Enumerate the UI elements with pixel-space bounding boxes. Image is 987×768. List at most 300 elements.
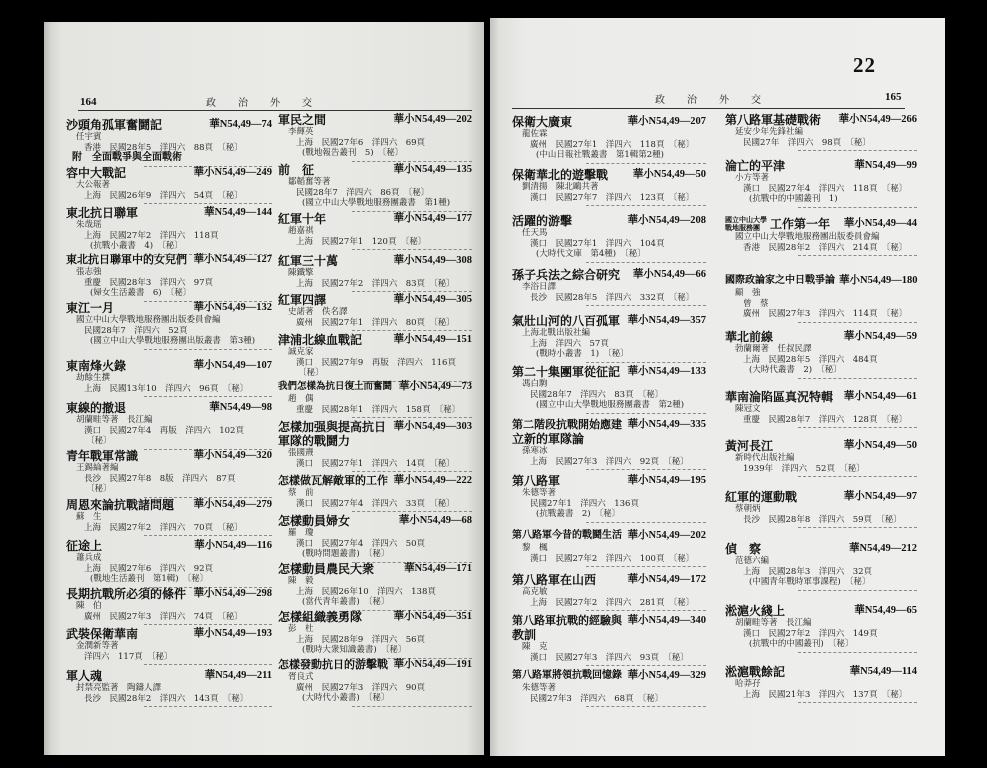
title-group bbox=[278, 293, 326, 307]
book-title: 紅軍四譯 bbox=[278, 293, 327, 307]
title-group bbox=[725, 330, 773, 344]
author-line: 小方等著 bbox=[735, 173, 770, 183]
catalog-column-1 bbox=[66, 22, 272, 755]
imprint-line: 上海 民國27年3 洋四六 92頁 〔秘〕 bbox=[530, 456, 689, 467]
call-number: 華小N54,49—107 bbox=[193, 360, 272, 371]
entry-separator bbox=[586, 205, 706, 206]
book-title-continued: 軍隊的戰鬪力 bbox=[278, 434, 351, 448]
imprint-line: 上海 民國26年10 洋四六 138頁 bbox=[296, 586, 436, 597]
title-group bbox=[278, 658, 388, 672]
title-group bbox=[66, 539, 102, 553]
book-title: 工作第一年 bbox=[770, 217, 831, 231]
book-title: 怎樣動員農民大衆 bbox=[278, 562, 375, 576]
entry-separator bbox=[798, 702, 917, 703]
catalog-entry bbox=[66, 359, 272, 397]
book-title: 征途上 bbox=[66, 539, 103, 553]
imprint-line: 上海 民國27年2 洋四六 83頁 〔秘〕 bbox=[296, 278, 455, 289]
book-title: 第八路軍基礎戰術 bbox=[725, 113, 822, 127]
title-group bbox=[278, 420, 386, 434]
entry-separator bbox=[352, 511, 472, 512]
author-line: 馮白駒 bbox=[522, 379, 548, 389]
entry-heading bbox=[512, 573, 706, 587]
catalog-entry bbox=[66, 118, 272, 167]
imprint-line: 上海 民國27年2 洋四六 281頁 〔秘〕 bbox=[530, 597, 695, 608]
imprint-line: 漢口 民國27年4 再版 洋四六 102頁 bbox=[84, 425, 244, 436]
author-line: 陳鐵擎 bbox=[288, 268, 314, 278]
book-title: 津浦北線血戰記 bbox=[278, 333, 363, 347]
imprint-line: 上海 民國26年9 洋四六 54頁 〔秘〕 bbox=[84, 190, 243, 201]
title-group bbox=[512, 365, 620, 379]
entry-heading bbox=[66, 301, 272, 315]
book-title: 沙頭角孤軍奮鬪記 bbox=[66, 118, 163, 132]
entry-separator bbox=[586, 469, 706, 470]
entry-separator bbox=[144, 706, 272, 707]
book-title: 華北前線 bbox=[725, 330, 774, 344]
author-line: 趙嘉祺 bbox=[288, 226, 314, 236]
imprint-line: 重慶 民國28年3 洋四六 97頁 bbox=[84, 277, 214, 288]
entry-heading bbox=[725, 542, 917, 556]
author-line: 國立中山大學戰地服務團出版委員會編 bbox=[76, 315, 221, 325]
title-group bbox=[66, 359, 126, 373]
catalog-entry bbox=[512, 365, 706, 414]
entry-separator bbox=[586, 566, 706, 567]
catalog-entry bbox=[725, 542, 917, 591]
entry-heading bbox=[66, 401, 272, 415]
call-number: 華小N54,49—195 bbox=[627, 475, 706, 486]
title-group bbox=[66, 587, 186, 601]
author-line: 劫餘生撰 bbox=[76, 373, 111, 383]
entry-separator bbox=[352, 417, 472, 418]
entry-heading bbox=[66, 118, 272, 132]
catalog-entry bbox=[66, 449, 272, 498]
entry-separator bbox=[352, 330, 472, 331]
imprint-line: (婦女生活叢書 6) 〔秘〕 bbox=[90, 288, 192, 298]
author-line: 大公報著 bbox=[76, 180, 111, 190]
call-number: 華小N54,49—351 bbox=[393, 611, 472, 622]
call-number: 華小N54,49—305 bbox=[393, 294, 472, 305]
imprint-line: (戰時小叢書 1) 〔秘〕 bbox=[536, 349, 629, 359]
catalog-entry bbox=[66, 253, 272, 302]
imprint-line: 廣州 民國27年3 洋四六 114頁 〔秘〕 bbox=[743, 309, 908, 319]
book-title: 華南淪陷區真況特輯 bbox=[725, 390, 834, 404]
book-title: 紅軍十年 bbox=[278, 212, 327, 226]
title-group bbox=[725, 390, 833, 404]
title-group bbox=[66, 118, 162, 132]
entry-heading bbox=[66, 449, 272, 463]
author-line: 李浴日譯 bbox=[522, 282, 557, 292]
call-number: 華N54,49—144 bbox=[204, 207, 272, 218]
entry-heading bbox=[66, 587, 272, 601]
catalog-entry bbox=[66, 301, 272, 350]
title-group bbox=[512, 474, 560, 488]
imprint-line: 長沙 民國28年2 洋四六 143頁 〔秘〕 bbox=[84, 693, 249, 704]
catalog-entry bbox=[725, 604, 917, 653]
catalog-entry bbox=[278, 333, 472, 382]
imprint-line: 漢口 民國27年3 洋四六 93頁 〔秘〕 bbox=[530, 652, 689, 663]
book-title: 怎樣做瓦解敵軍的工作 bbox=[278, 474, 388, 487]
author-line: 鄒韜奮等著 bbox=[288, 177, 331, 187]
title-group bbox=[725, 490, 797, 504]
author-line: 彭 杜 bbox=[288, 624, 314, 634]
entry-separator bbox=[586, 362, 706, 363]
entry-heading bbox=[725, 439, 917, 453]
entry-heading bbox=[278, 658, 472, 672]
imprint-line: 香港 民國28年5 洋四六 88頁 〔秘〕 bbox=[84, 142, 243, 153]
book-title: 東線的撤退 bbox=[66, 401, 127, 415]
book-title: 紅軍的運動戰 bbox=[725, 490, 798, 504]
imprint-line: 上海 民國13年10 洋四六 96頁 〔秘〕 bbox=[84, 383, 249, 394]
entry-heading bbox=[512, 268, 706, 282]
call-number: 華小N54,49—116 bbox=[194, 540, 272, 551]
entry-heading bbox=[278, 163, 472, 177]
book-title: 東南烽火錄 bbox=[66, 359, 127, 373]
entry-separator bbox=[798, 207, 917, 208]
call-number: 華N54,49—74 bbox=[209, 119, 272, 130]
catalog-entry bbox=[278, 163, 472, 212]
title-group bbox=[278, 610, 362, 624]
author-line: 蘇 生 bbox=[76, 512, 102, 522]
title-group bbox=[278, 113, 326, 127]
entry-separator bbox=[144, 349, 272, 350]
author-line: 胡蘭畦等著 長江編 bbox=[76, 415, 153, 425]
catalog-entry bbox=[725, 330, 917, 379]
catalog-entry bbox=[278, 380, 472, 418]
catalog-entry bbox=[512, 573, 706, 611]
imprint-line: 漢口 民國27年2 洋四六 149頁 bbox=[743, 628, 878, 639]
author-line: 張國燾 bbox=[288, 448, 314, 458]
entry-heading bbox=[278, 212, 472, 226]
imprint-line: 上海 民國27年2 洋四六 118頁 bbox=[84, 230, 219, 241]
catalog-entry bbox=[512, 529, 706, 567]
call-number: 華小N54,49—180 bbox=[839, 275, 918, 286]
book-title: 東北抗日聯軍中的女兒們 bbox=[66, 253, 187, 266]
call-number: 華小N54,49—97 bbox=[843, 491, 917, 502]
catalog-entry bbox=[66, 206, 272, 255]
call-number: 華小N54,49—202 bbox=[627, 530, 706, 541]
catalog-entry bbox=[512, 314, 706, 363]
imprint-line: 民國28年7 洋四六 52頁 bbox=[84, 325, 188, 336]
entry-heading bbox=[278, 562, 472, 576]
author-line: 國立中山大學戰地服務團出版委員會編 bbox=[735, 232, 880, 242]
imprint-line: 廣州 民國27年1 洋四六 118頁 〔秘〕 bbox=[530, 139, 695, 150]
imprint-line: (大時代文庫 第4種) 〔秘〕 bbox=[536, 249, 646, 259]
author-line: 顧 強 bbox=[735, 288, 761, 298]
title-prefix-line: 國立中山大學 bbox=[725, 215, 767, 224]
author-line: 趙 偶 bbox=[288, 394, 314, 404]
title-group bbox=[278, 474, 388, 488]
book-title: 黃河長江 bbox=[725, 439, 774, 453]
author-line: 蕭兵成 bbox=[76, 553, 102, 563]
author-line: 史諾著 佚名譯 bbox=[288, 307, 348, 317]
book-title: 國際政論家之中日戰爭論 bbox=[725, 275, 835, 286]
entry-heading bbox=[512, 529, 706, 543]
call-number: 華小N54,49—68 bbox=[398, 515, 472, 526]
call-number: 華小N54,49—61 bbox=[843, 391, 917, 402]
entry-heading bbox=[278, 333, 472, 347]
entry-separator bbox=[798, 427, 917, 428]
call-number: 華小N54,49—340 bbox=[627, 615, 706, 626]
author-line: 勃蘭爾著 任叔民譯 bbox=[735, 344, 812, 354]
author-line: 陳冠文 bbox=[735, 404, 761, 414]
book-title: 第二十集團軍從征記 bbox=[512, 365, 621, 379]
entry-separator bbox=[798, 527, 917, 528]
entry-heading bbox=[278, 514, 472, 528]
imprint-line: 重慶 民國28年7 洋四六 128頁 〔秘〕 bbox=[743, 414, 908, 425]
title-group bbox=[66, 253, 187, 267]
catalog-entry bbox=[512, 115, 706, 164]
entry-heading bbox=[66, 498, 272, 512]
author-line: 任宇賓 bbox=[76, 132, 102, 142]
entry-separator bbox=[144, 624, 272, 625]
imprint-line: 廣州 民國27年3 洋四六 90頁 bbox=[296, 682, 426, 693]
entry-separator bbox=[586, 706, 706, 707]
call-number: 華小N54,49—44 bbox=[843, 218, 917, 229]
title-group bbox=[278, 333, 362, 347]
entry-heading bbox=[512, 168, 706, 182]
call-number: 華小N54,49—191 bbox=[393, 659, 472, 670]
imprint-line: 漢口 民國27年4 洋四六 118頁 〔秘〕 bbox=[743, 183, 908, 194]
imprint-line: 重慶 民國28年1 洋四六 158頁 〔秘〕 bbox=[296, 404, 461, 415]
entry-heading bbox=[725, 274, 917, 288]
imprint-line: (戰時大衆知識叢書) 〔秘〕 bbox=[302, 645, 407, 655]
entry-separator bbox=[798, 255, 917, 256]
call-number: 華N54,49—65 bbox=[854, 605, 917, 616]
title-group bbox=[278, 514, 350, 528]
title-group bbox=[66, 206, 138, 220]
author-line: 朱德等著 bbox=[522, 683, 557, 693]
title-group bbox=[512, 573, 596, 587]
call-number: 華小N54,49—133 bbox=[627, 366, 706, 377]
call-number: 華小N54,49—303 bbox=[393, 421, 472, 432]
imprint-line: 上海 民國28年3 洋四六 32頁 bbox=[743, 566, 873, 577]
catalog-entry bbox=[725, 216, 917, 256]
imprint-line: 廣州 民國27年3 洋四六 74頁 〔秘〕 bbox=[84, 611, 243, 622]
call-number: 華小N54,49—50 bbox=[632, 169, 706, 180]
book-title: 紅軍三十萬 bbox=[278, 254, 339, 268]
title-group bbox=[66, 166, 126, 180]
book-title: 我們怎樣為抗日復土而奮鬪 bbox=[278, 381, 393, 392]
entry-separator bbox=[144, 535, 272, 536]
imprint-line: 〔秘〕 bbox=[298, 368, 324, 378]
author-line: 王錫綸著編 bbox=[76, 463, 119, 473]
entry-heading bbox=[66, 166, 272, 180]
book-title: 周恩來論抗戰諸問題 bbox=[66, 498, 175, 512]
entry-heading bbox=[66, 359, 272, 373]
catalog-entry bbox=[66, 539, 272, 588]
entry-separator bbox=[586, 610, 706, 611]
catalog-column-1 bbox=[512, 18, 706, 756]
title-group bbox=[512, 115, 572, 129]
title-group bbox=[725, 159, 785, 173]
call-number: 華小N54,49—177 bbox=[393, 213, 472, 224]
imprint-line: 附 全面戰爭與全面戰術 bbox=[72, 152, 182, 163]
call-number: 華小N54,49—308 bbox=[393, 255, 472, 266]
title-group bbox=[512, 529, 622, 543]
author-line: 高克敏 bbox=[522, 587, 548, 597]
call-number: 華小N54,49—320 bbox=[193, 450, 272, 461]
book-title: 東北抗日聯軍 bbox=[66, 206, 139, 220]
right-page bbox=[490, 18, 945, 756]
entry-separator bbox=[144, 664, 272, 665]
catalog-entry bbox=[66, 669, 272, 707]
imprint-line: (中山日報社戰叢書 第1輯第2種) bbox=[536, 150, 664, 160]
entry-heading bbox=[278, 420, 472, 434]
entry-separator bbox=[798, 476, 917, 477]
book-title: 武裝保衛華南 bbox=[66, 627, 139, 641]
catalog-entry bbox=[512, 268, 706, 306]
catalog-entry bbox=[278, 254, 472, 292]
catalog-entry bbox=[512, 418, 706, 470]
entry-separator bbox=[586, 665, 706, 666]
catalog-entry bbox=[66, 166, 272, 204]
author-line: 胡蘭畦等著 長江編 bbox=[735, 618, 812, 628]
title-prefix-line: 戰地服務團 bbox=[725, 223, 760, 232]
title-group bbox=[66, 449, 138, 463]
entry-separator bbox=[144, 203, 272, 204]
call-number: 華小N54,49—279 bbox=[193, 499, 272, 510]
catalog-entry bbox=[278, 514, 472, 563]
title-group bbox=[66, 401, 126, 415]
author-line: 范德六編 bbox=[735, 556, 770, 566]
book-title: 保衛華北的遊擊戰 bbox=[512, 168, 609, 182]
catalog-entry bbox=[725, 274, 917, 323]
title-group bbox=[512, 168, 608, 182]
title-group bbox=[725, 113, 821, 127]
entry-heading bbox=[66, 539, 272, 553]
imprint-line: (戰地報告叢刊 5) 〔秘〕 bbox=[302, 148, 404, 158]
imprint-line: (戰地生活叢刊 第1輯) 〔秘〕 bbox=[90, 574, 209, 584]
imprint-line: 漢口 民國27年4 洋四六 33頁 〔秘〕 bbox=[296, 498, 455, 509]
author-line: 延安少年先鋒社編 bbox=[735, 127, 804, 137]
call-number: 華小N54,49—266 bbox=[838, 114, 917, 125]
imprint-line: (抗戰中的中國叢刊 1) bbox=[749, 194, 838, 204]
author-line: 黎 楓 bbox=[522, 543, 548, 553]
title-group bbox=[66, 627, 138, 641]
imprint-line: (大時代叢書 2) 〔秘〕 bbox=[749, 365, 842, 375]
book-title: 怎樣加强與提高抗日 bbox=[278, 420, 387, 434]
entry-heading bbox=[512, 314, 706, 328]
book-title: 氣壯山河的八百孤軍 bbox=[512, 314, 621, 328]
book-title: 怎樣發動抗日的游擊戰 bbox=[278, 658, 388, 671]
book-title: 孫子兵法之綜合研究 bbox=[512, 268, 621, 282]
imprint-line: 上海 民國27年2 洋四六 70頁 〔秘〕 bbox=[84, 522, 243, 533]
imprint-line: (國立中山大學戰地服務團叢書 第1種) bbox=[302, 198, 451, 208]
entry-heading bbox=[512, 614, 706, 628]
title-group bbox=[66, 669, 102, 683]
imprint-line: (大時代小叢書) 〔秘〕 bbox=[302, 693, 390, 703]
book-title: 第八路軍抗戰的經驗與 bbox=[512, 614, 622, 627]
entry-heading bbox=[278, 113, 472, 127]
book-title: 軍人魂 bbox=[66, 669, 103, 683]
entry-separator bbox=[352, 161, 472, 162]
entry-heading bbox=[278, 610, 472, 624]
title-group bbox=[278, 254, 338, 268]
book-title: 淞滬戰餘記 bbox=[725, 665, 786, 679]
entry-separator bbox=[586, 262, 706, 263]
imprint-line: 1939年 洋四六 52頁 〔秘〕 bbox=[743, 463, 865, 474]
author-line: 李輝英 bbox=[288, 127, 314, 137]
entry-heading bbox=[512, 214, 706, 228]
entry-heading bbox=[66, 669, 272, 683]
entry-separator bbox=[798, 322, 917, 323]
title-group bbox=[725, 216, 830, 232]
entry-heading bbox=[725, 665, 917, 679]
book-title: 容中大戰記 bbox=[66, 166, 127, 180]
catalog-entry bbox=[512, 168, 706, 206]
catalog-entry bbox=[725, 665, 917, 703]
book-title: 第八路軍 bbox=[512, 474, 561, 488]
imprint-line: 漢口 民國27年1 洋四六 104頁 bbox=[530, 238, 665, 249]
call-number: 華小N54,49—202 bbox=[393, 114, 472, 125]
call-number: 華小N54,49—335 bbox=[627, 419, 706, 430]
entry-separator bbox=[798, 150, 917, 151]
call-number: 華N54,49—99 bbox=[854, 160, 917, 171]
book-title-continued: 教訓 bbox=[512, 628, 537, 642]
imprint-line: 香港 民國28年2 洋四六 214頁 〔秘〕 bbox=[743, 242, 908, 253]
call-number: 華小N54,49—208 bbox=[627, 215, 706, 226]
imprint-line: 長沙 民國28年5 洋四六 332頁 〔秘〕 bbox=[530, 292, 695, 303]
title-prefix bbox=[725, 216, 767, 232]
entry-heading bbox=[725, 390, 917, 404]
imprint-line: (中國青年戰時軍事課程) 〔秘〕 bbox=[749, 577, 871, 587]
book-title: 保衛大廣東 bbox=[512, 115, 573, 129]
entry-heading bbox=[512, 474, 706, 488]
title-group bbox=[512, 418, 622, 432]
entry-separator bbox=[352, 249, 472, 250]
imprint-line: (當代青年叢書) 〔秘〕 bbox=[302, 597, 390, 607]
entry-separator bbox=[352, 471, 472, 472]
catalog-entry bbox=[278, 212, 472, 250]
catalog-column-2 bbox=[725, 18, 917, 756]
title-group bbox=[66, 301, 114, 315]
entry-heading bbox=[725, 490, 917, 504]
imprint-line: 洋四六 117頁 〔秘〕 bbox=[84, 651, 173, 662]
imprint-line: 長沙 民國27年8 8版 洋四六 87頁 bbox=[84, 473, 236, 484]
author-line: 任天馬 bbox=[522, 228, 548, 238]
author-line: 金潤新等著 bbox=[76, 641, 119, 651]
title-group bbox=[725, 439, 773, 453]
entry-heading bbox=[725, 330, 917, 344]
imprint-line: (抗戰中的中國叢刊) 〔秘〕 bbox=[749, 639, 854, 649]
imprint-line: 〔秘〕 bbox=[86, 484, 112, 494]
author-line: 龍佐霖 bbox=[522, 129, 548, 139]
call-number: 華小N54,49—172 bbox=[627, 574, 706, 585]
sheet-folio: 22 bbox=[853, 53, 876, 77]
catalog-entry bbox=[725, 113, 917, 151]
author-line: 胥良式 bbox=[288, 672, 314, 682]
entry-separator bbox=[586, 413, 706, 414]
page-number: 164 bbox=[80, 96, 97, 108]
catalog-entry bbox=[512, 214, 706, 263]
left-page bbox=[44, 22, 484, 755]
imprint-line: 曾 蔡 bbox=[743, 298, 769, 309]
author-line: 新時代出版社編 bbox=[735, 453, 795, 463]
entry-heading bbox=[66, 627, 272, 641]
book-title: 怎樣動員婦女 bbox=[278, 514, 351, 528]
author-line: 陳 毅 bbox=[288, 576, 314, 586]
title-group bbox=[278, 380, 392, 394]
entry-heading bbox=[278, 293, 472, 307]
imprint-line: 漢口 民國27年2 洋四六 100頁 〔秘〕 bbox=[530, 553, 695, 564]
imprint-line: 民國27年1 洋四六 136頁 bbox=[530, 498, 639, 509]
title-group bbox=[512, 314, 620, 328]
book-title: 偵 察 bbox=[725, 542, 762, 556]
call-number: 華小N54,49—73 bbox=[398, 381, 472, 392]
imprint-line: (國立中山大學戰地服務團出版叢書 第3種) bbox=[90, 336, 256, 346]
call-number: 華小N54,49—59 bbox=[843, 331, 917, 342]
entry-heading bbox=[725, 159, 917, 173]
call-number: 華小N54,49—298 bbox=[193, 588, 272, 599]
